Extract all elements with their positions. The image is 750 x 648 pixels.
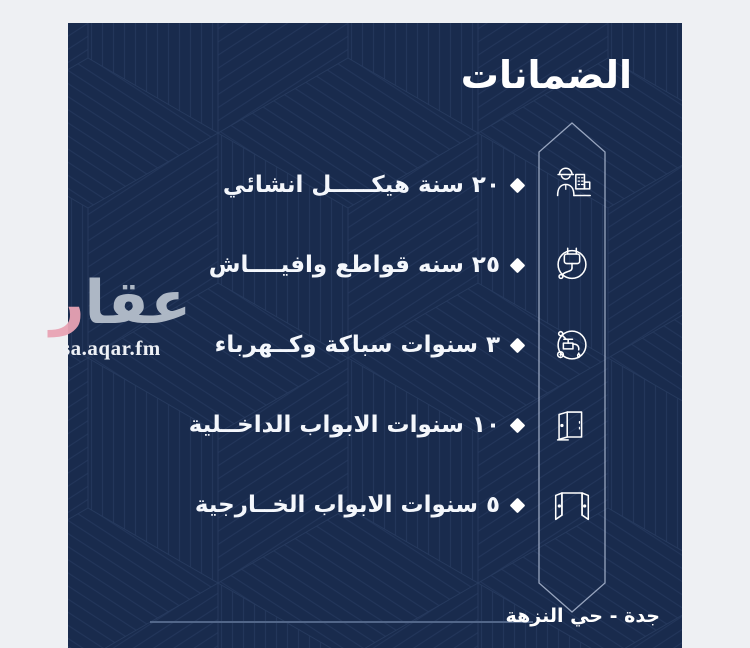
aqar-logo bbox=[50, 268, 192, 338]
water-faucet-icon bbox=[549, 322, 595, 368]
aqar-watermark bbox=[50, 268, 192, 361]
aqar-logo-accent: ر bbox=[50, 268, 85, 338]
aqar-logo-text: عقا bbox=[84, 268, 192, 338]
warranty-item-breakers: ٢٥ سنه قواطع وافيــــاش bbox=[208, 252, 500, 278]
aqar-site-url: sa.aqar.fm bbox=[62, 336, 161, 360]
warranty-item-interior-doors: ١٠ سنوات الابواب الداخــلية bbox=[188, 412, 500, 438]
warranty-item-structure: ٢٠ سنة هيكـــــل انشائي bbox=[222, 172, 500, 198]
engineer-building-icon bbox=[549, 162, 595, 208]
warranty-item-plumbing: ٣ سنوات سباكة وكــهرباء bbox=[214, 332, 500, 358]
location-label: جدة - حي النزهة bbox=[505, 605, 660, 627]
warranty-item-exterior-doors: ٥ سنوات الابواب الخــارجية bbox=[194, 492, 500, 518]
open-door-icon bbox=[549, 402, 595, 448]
double-doors-icon bbox=[549, 482, 595, 528]
page-title: الضمانات bbox=[460, 53, 632, 97]
electric-plug-icon bbox=[549, 242, 595, 288]
footer-divider bbox=[150, 621, 533, 623]
